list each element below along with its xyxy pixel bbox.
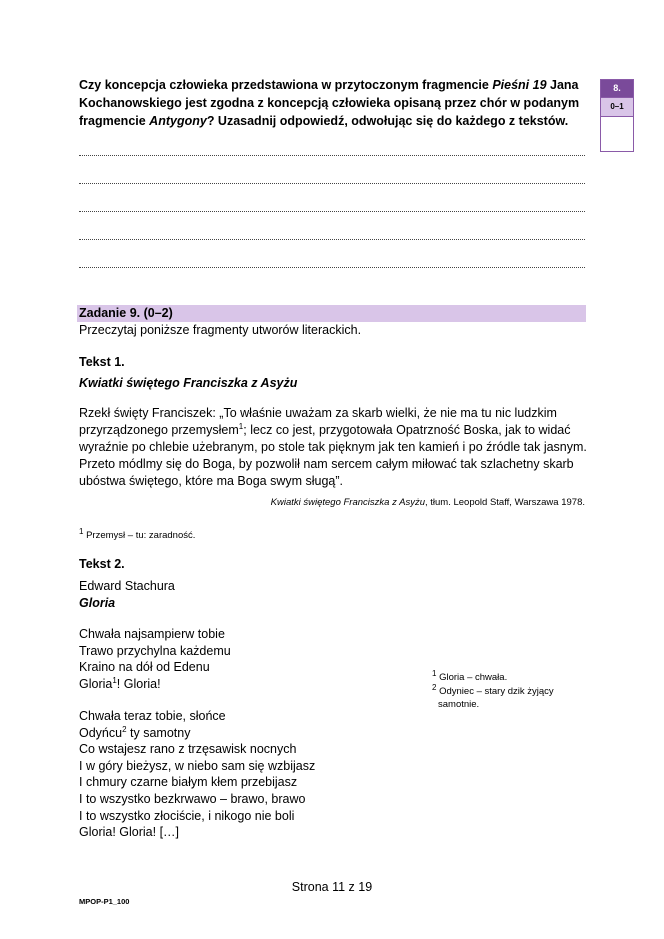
text1-footnote: $^1$ Przemysł – tu: zaradność. (79, 526, 196, 541)
poem-footnote-1: $^1$ Gloria – chwała. (432, 668, 508, 683)
poem-line: Trawo przychylna każdemu (79, 643, 231, 658)
poem-line: Odyńcu$^2$ ty samotny (79, 724, 191, 740)
poem-line: Gloria! Gloria! […] (79, 825, 180, 840)
text2-author: Edward Stachura (79, 579, 175, 593)
poem-line: Co wstajesz rano z trzęsawisk nocnych (79, 742, 297, 757)
task-header: Zadanie 9. (0–2) (77, 305, 586, 322)
answer-line[interactable] (79, 267, 585, 268)
score-box (600, 79, 634, 152)
text2-title: Gloria (79, 596, 116, 610)
text1-paragraph: Rzekł święty Franciszek: „To właśnie uważam za skarb wielki, że nie ma tu nic ludzkim przyrządzonego przemysłem$^1$; lecz co jest, przygotowała Opatrzność Boska, jak to widać wyraźnie po chlebie użebranym, po stole tak pięknym jak ten kamień i po źródle tak jasnym. Przeto módlmy się do Boga, by pozwolił nam sercem całym miłować tak szlachetny skarb ubóstwa świętego, które ma Boga swym sługą”. (79, 406, 587, 488)
question-title-2: Antygony (149, 114, 207, 128)
task-instruction: Przeczytaj poniższe fragmenty utworów literackich. (79, 323, 362, 337)
answer-line[interactable] (79, 239, 585, 240)
answer-line[interactable] (79, 183, 585, 184)
answer-line[interactable] (79, 211, 585, 212)
text1-source: Kwiatki świętego Franciszka z Asyżu, tłum. Leopold Staff, Warszawa 1978. (270, 497, 585, 508)
poem-footnote-2: $^2$ Odyniec – stary dzik żyjący samotnie. (432, 682, 554, 710)
exam-code: MPOP-P1_100 (79, 897, 130, 906)
footnote-marker: 1 (238, 421, 244, 431)
text1-label: Tekst 1. (79, 355, 125, 369)
poem-line: Gloria$^1$! Gloria! (79, 675, 161, 691)
poem-line: I chmury czarne białym kłem przebijasz (79, 775, 298, 790)
poem-line: Chwała teraz tobie, słońce (79, 709, 226, 723)
text2-label: Tekst 2. (79, 557, 125, 571)
task-number: 8. (601, 80, 633, 97)
page-number: Strona 11 z 19 (291, 880, 373, 894)
question-title-1: Pieśni 19 (492, 78, 547, 92)
poem-stanza-2 (79, 708, 315, 841)
score-entry-field[interactable] (601, 116, 633, 151)
answer-line[interactable] (79, 155, 585, 156)
points-range: 0–1 (601, 97, 633, 116)
poem-line: I to wszystko złociście, i nikogo nie boli (79, 808, 295, 823)
poem-stanza-1 (79, 626, 231, 692)
text1-title: Kwiatki świętego Franciszka z Asyżu (79, 376, 298, 390)
question-text: Czy koncepcja człowieka przedstawiona w przytoczonym fragmencie Pieśni 19 Jana Kochanowskiego jest zgodna z koncepcją człowieka opisaną przez chór w podanym fragmencie Antygony? Uzasadnij odpowiedź, odwołując się do każdego z tekstów. (79, 78, 580, 128)
poem-line: I to wszystko bezkrwawo – brawo, brawo (79, 791, 306, 806)
poem-line: Chwała najsampierw tobie (79, 627, 225, 641)
poem-line: Kraino na dół od Edenu (79, 660, 210, 675)
poem-line: I w góry bieżysz, w niebo sam się wzbijasz (79, 758, 316, 773)
